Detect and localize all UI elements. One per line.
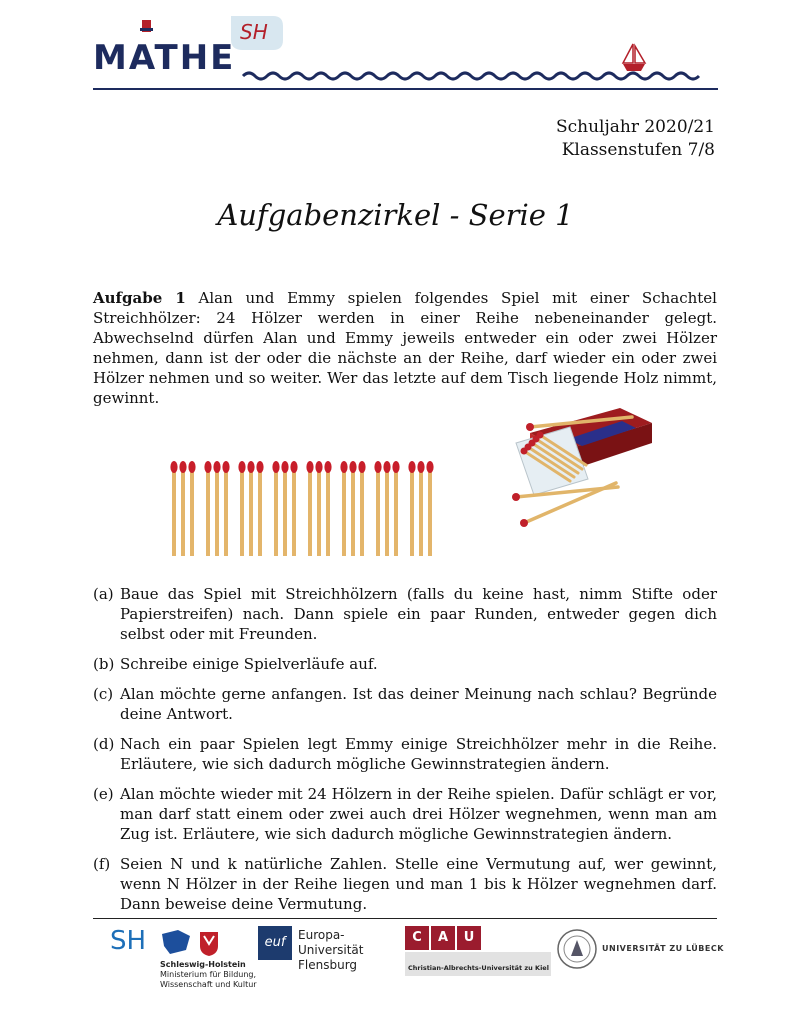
question-d — [93, 734, 717, 774]
question-e — [93, 784, 717, 844]
match-stick — [281, 461, 288, 556]
question-text: Alan möchte wieder mit 24 Hölzern in der Reihe spielen. Dafür schlägt er vor, man darf statt einem oder zwei auch drei Hölzer wegnehmen, wenn man am Zug ist. Erläutere, wie sich dadurch mögliche Gewinnstrategien ändern. — [120, 785, 717, 843]
sh-logo-text: SH — [110, 926, 147, 956]
cau-name: Christian-Albrechts-Universität zu Kiel — [408, 964, 549, 972]
question-b — [93, 654, 717, 674]
sailboat-icon — [623, 44, 645, 71]
document-meta — [556, 116, 715, 162]
match-stick — [340, 461, 347, 556]
logo-mathe-text: MATHE — [93, 38, 236, 78]
cau-letter-c: C — [405, 926, 429, 950]
school-year: Schuljahr 2020/21 — [555, 117, 715, 137]
sh-ministry-line3: Wissenschaft und Kultur — [160, 980, 257, 989]
question-label: (b) — [93, 655, 115, 673]
question-label: (d) — [93, 735, 115, 753]
match-stick — [315, 461, 322, 556]
footer-divider — [93, 918, 717, 919]
cau-letter-u: U — [457, 926, 481, 950]
match-stick — [417, 461, 424, 556]
question-label: (e) — [93, 785, 114, 803]
question-text: Nach ein paar Spielen legt Emmy einige Streichhölzer mehr in die Reihe. Erläutere, wie sich dadurch mögliche Gewinnstrategien ändern. — [120, 735, 717, 773]
question-text: Baue das Spiel mit Streichhölzern (falls du keine hast, nimm Stifte oder Papierstreifen) nach. Dann spiele ein paar Runden, entweder gegen dich selbst oder mit Freunden. — [120, 585, 717, 643]
question-f — [93, 854, 717, 914]
luebeck-name: UNIVERSITÄT ZU LÜBECK — [602, 944, 724, 953]
page-title: Aufgabenzirkel - Serie 1 — [217, 198, 574, 232]
matches-row-illustration — [170, 460, 460, 558]
question-a — [93, 584, 717, 644]
cau-letter-a: A — [431, 926, 455, 950]
match-stick — [188, 461, 195, 556]
footer-logo-cau — [405, 926, 555, 976]
match-stick — [238, 461, 245, 556]
question-text: Schreibe einige Spielverläufe auf. — [120, 655, 378, 673]
match-stick — [426, 461, 433, 556]
match-stick — [204, 461, 211, 556]
match-stick — [170, 461, 177, 556]
match-stick — [247, 461, 254, 556]
match-stick — [256, 461, 263, 556]
question-c — [93, 684, 717, 724]
matchbox-illustration — [510, 403, 655, 533]
euf-line2: Flensburg — [298, 958, 358, 972]
sh-ministry-line1: Schleswig-Holstein — [160, 960, 246, 969]
question-list — [93, 584, 717, 924]
mathe-sh-logo — [93, 14, 718, 94]
coat-of-arms-icon — [160, 928, 232, 958]
footer-logo-sh-ministry — [110, 926, 270, 996]
match-stick — [222, 461, 229, 556]
footer-logo-euf — [258, 926, 408, 972]
match-stick — [383, 461, 390, 556]
euf-line1: Europa-Universität — [298, 928, 364, 957]
university-seal-icon — [556, 928, 598, 970]
task-text: Alan und Emmy spielen folgendes Spiel mit einer Schachtel Streichhölzer: 24 Hölzer werden in einer Reihe nebeneinander gelegt. Abwechselnd dürfen Alan und Emmy jeweils entweder ein oder zwei Hölzer nehmen, dann ist der oder die nächste an der Reihe, darf wieder ein oder zwei Hölzer nehmen und so weiter. Wer das letzte auf dem Tisch liegende Holz nimmt, gewinnt. — [93, 289, 717, 407]
match-stick — [213, 461, 220, 556]
footer-logo-luebeck — [556, 928, 726, 972]
match-stick — [374, 461, 381, 556]
match-stick — [306, 461, 313, 556]
task-statement — [93, 288, 717, 408]
match-stick — [408, 461, 415, 556]
match-stick — [349, 461, 356, 556]
match-stick — [272, 461, 279, 556]
question-text: Alan möchte gerne anfangen. Ist das deiner Meinung nach schlau? Begründe deine Antwort. — [120, 685, 717, 723]
match-stick — [179, 461, 186, 556]
match-stick — [324, 461, 331, 556]
grade-levels: Klassenstufen 7/8 — [561, 140, 715, 160]
question-label: (f) — [93, 855, 111, 873]
question-label: (c) — [93, 685, 114, 703]
task-label: Aufgabe 1 — [93, 289, 186, 307]
question-text: Seien N und k natürliche Zahlen. Stelle eine Vermutung auf, wer gewinnt, wenn N Hölzer in der Reihe liegen und man 1 bis k Hölzer wegnehmen darf. Dann beweise deine Vermutung. — [120, 855, 717, 913]
match-stick — [392, 461, 399, 556]
sh-ministry-line2: Ministerium für Bildung, — [160, 970, 257, 979]
logo-sh-text: SH — [240, 20, 268, 44]
match-stick — [358, 461, 365, 556]
question-label: (a) — [93, 585, 114, 603]
match-stick — [290, 461, 297, 556]
euf-mark: euf — [258, 926, 292, 960]
